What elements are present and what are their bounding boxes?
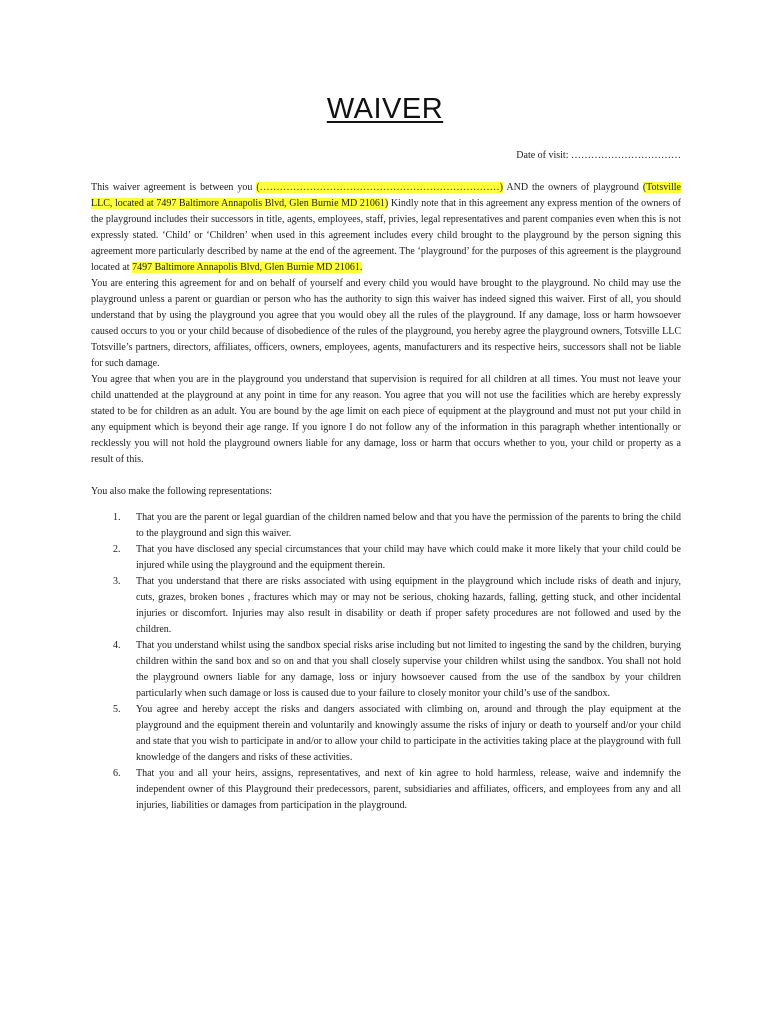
list-item [91, 638, 681, 702]
list-item-number: 1. [113, 512, 121, 523]
name-blank-highlight: (………………………………………………………………) [256, 182, 503, 193]
intro-text-2: AND the owners of playground [503, 182, 643, 193]
document-title: WAIVER [326, 93, 444, 125]
address-highlight: 7497 Baltimore Annapolis Blvd, Glen Burnie MD 21061. [132, 262, 363, 273]
list-item-text: You agree and hereby accept the risks and dangers associated with climbing on, around and through the play equipment at the playground and the equipment therein and voluntarily and knowingly assume the risks of injury or death to yourself and/or your child and state that you wish to participate in and/or to allow your child to participate in the activities taking place at the playground with full knowledge of the dangers and risks of these activities. [136, 704, 681, 763]
intro-text-1: This waiver agreement is between you [91, 182, 257, 193]
list-item-text: That you are the parent or legal guardian of the children named below and that you have the permission of the parents to bring the child to the playground and sign this waiver. [136, 512, 681, 539]
list-item-text: That you understand that there are risks associated with using equipment in the playground which include risks of death and injury, cuts, grazes, broken bones , fractures which may or may not be serious, choking hazards, falling, getting stuck, and other incidental injuries or discomfort. Injuries may also result in disability or death if proper safety procedures are not followed and used by the children. [136, 576, 681, 635]
list-item-number: 6. [113, 768, 121, 779]
list-item-text: That you and all your heirs, assigns, representatives, and next of kin agree to hold harmless, release, waive and indemnify the independent owner of this Playground their predecessors, parent, subsidiaries and affiliates, officers, and employees from any and all injuries, liabilities or damages from participation in the playground. [136, 768, 681, 811]
list-item [91, 702, 681, 766]
intro-text-3: Kindly note that in this agreement any express mention of the owners of the playground includes their successors in title, agents, employees, staff, privies, legal representatives and parent companies even when this is not expressly stated. ‘Child’ or ‘Children’ when used in this agreement includes every child brought to the playground by the person signing this agreement more particularly described by name at the end of the agreement. The ‘playground’ for the purposes of this agreement is the playground located at [91, 198, 681, 273]
list-item [91, 510, 681, 542]
list-item-number: 5. [113, 704, 121, 715]
date-of-visit-line: Date of visit: …………………………… [516, 150, 681, 161]
list-item [91, 766, 681, 814]
list-item-number: 2. [113, 544, 121, 555]
intro-paragraph [91, 180, 681, 276]
representations-list [91, 510, 681, 814]
list-item [91, 542, 681, 574]
list-item-text: That you understand whilst using the sandbox special risks arise including but not limited to ingesting the sand by the children, burying children within the sand box and so on and that you shall closely supervise your children whilst using the sandbox. You shall not hold the playground owners liable for any damage, loss or injury howsoever caused from the use of the sandbox by your children particularly when such damage or loss is caused due to your failure to closely monitor your child’s use of the sandbox. [136, 640, 681, 699]
list-item-number: 3. [113, 576, 121, 587]
supervision-paragraph: You agree that when you are in the playground you understand that supervision is required for all children at all times. You must not leave your child unattended at the playground at any point in time for any reason. You agree that you will not use the facilities which are hereby expressly stated to be for children as an adult. You are bound by the age limit on each piece of equipment at the playground and must not put your child in any equipment which is beyond their age range. If you ignore I do not follow any of the information in this paragraph whether intentionally or recklessly you will not hold the playground owners liable for any damage, loss or harm that occurs whether to you, your child or property as a result of this. [91, 374, 681, 465]
list-item [91, 574, 681, 638]
document-body [91, 180, 681, 814]
representations-intro: You also make the following representations: [91, 486, 272, 497]
behalf-paragraph: You are entering this agreement for and on behalf of yourself and every child you would have brought to the playground. No child may use the playground unless a parent or guardian or person who has the authority to sign this waiver has indeed signed this waiver. First of all, you should understand that by using the playground you agree that you would obey all the rules of the playground. If any damage, loss or harm howsoever caused occurs to you or your child because of disobedience of the rules of the playground, you hereby agree the playground owners, Totsville LLC Totsville’s partners, directors, affiliates, officers, owners, employees, agents, manufacturers and its respective heirs, successors shall not be liable for such damage. [91, 278, 681, 369]
paragraph-gap [91, 468, 681, 484]
company-highlight: (Totsville LLC, located at 7497 Baltimore Annapolis Blvd, Glen Burnie MD 21061) [91, 182, 681, 209]
list-item-number: 4. [113, 640, 121, 651]
list-item-text: That you have disclosed any special circumstances that your child may have which could make it more likely that your child could be injured while using the playground and the equipment therein. [136, 544, 681, 571]
